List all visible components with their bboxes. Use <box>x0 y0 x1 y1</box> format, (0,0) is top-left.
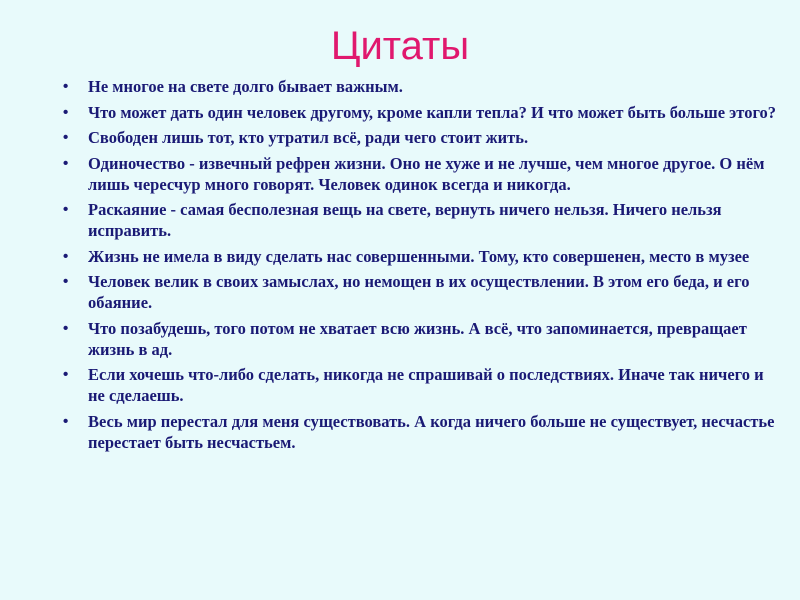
quote-text: Что позабудешь, того потом не хватает всю жизнь. А всё, что запоминается, превращает жизнь в ад. <box>88 318 747 359</box>
quote-text: Весь мир перестал для меня существовать. А когда ничего больше не существует, несчастье перестает быть несчастьем. <box>88 411 775 452</box>
quote-item <box>62 153 777 195</box>
quote-text: Свободен лишь тот, кто утратил всё, ради чего стоит жить. <box>88 128 529 147</box>
quote-item <box>62 364 777 406</box>
quote-item <box>62 271 777 313</box>
quote-list <box>62 76 777 457</box>
quote-text: Одиночество - извечный рефрен жизни. Оно не хуже и не лучше, чем многое другое. О нём лишь чересчур много говорят. Человек одинок всегда и никогда. <box>88 153 765 194</box>
quote-text: Человек велик в своих замыслах, но немощен в их осуществлении. В этом его беда, и его обаяние. <box>88 272 750 312</box>
quote-item <box>62 411 777 453</box>
bullet-icon: • <box>63 273 69 290</box>
bullet-icon: • <box>63 412 69 430</box>
quote-item <box>62 318 777 360</box>
slide-title: Цитаты <box>330 24 470 68</box>
bullet-icon: • <box>63 103 69 121</box>
quote-item <box>62 246 777 267</box>
bullet-icon: • <box>63 201 69 218</box>
quote-text: Жизнь не имела в виду сделать нас совершенными. Тому, кто совершенен, место в музее <box>88 246 750 266</box>
quote-text: Если хочешь что-либо сделать, никогда не спрашивай о последствиях. Иначе так ничего и не сделаешь. <box>88 365 764 405</box>
bullet-icon: • <box>63 154 69 172</box>
bullet-icon: • <box>63 78 69 95</box>
bullet-icon: • <box>63 366 69 383</box>
quote-item <box>62 199 777 241</box>
quote-item <box>62 102 777 123</box>
bullet-icon: • <box>63 319 69 337</box>
quote-text: Что может дать один человек другому, кроме капли тепла? И что может быть больше этого? <box>88 102 777 122</box>
quote-item <box>62 76 777 97</box>
bullet-icon: • <box>63 247 69 265</box>
bullet-icon: • <box>63 129 69 146</box>
quote-text: Раскаяние - самая бесполезная вещь на свете, вернуть ничего нельзя. Ничего нельзя исправить. <box>88 200 722 240</box>
quote-item <box>62 127 777 148</box>
quote-text: Не многое на свете долго бывает важным. <box>88 77 403 96</box>
